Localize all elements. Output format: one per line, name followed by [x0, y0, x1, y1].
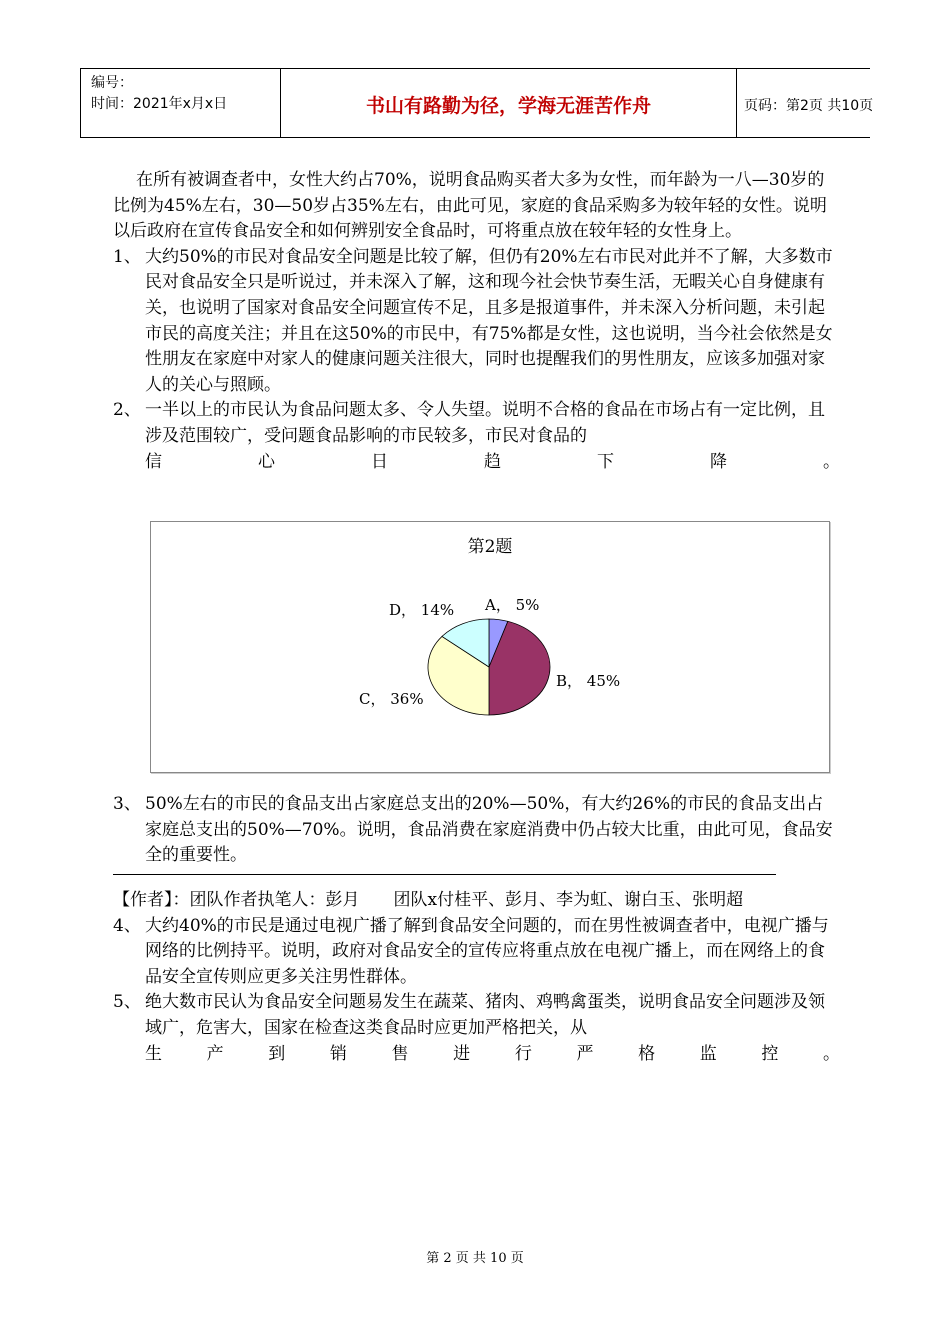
list-text: 50%左右的市民的食品支出占家庭总支出的20%—50%，有大约26%的市民的食品支出占家庭总支出的50%—70%。说明，食品消费在家庭消费中仍占较大比重，由此可见，食品安全的重要性。: [145, 794, 833, 866]
list-number: 4、: [113, 915, 141, 936]
list-text: 绝大数市民认为食品安全问题易发生在蔬菜、猪肉、鸡鸭禽蛋类，说明食品安全问题涉及领域广，危害大，国家在检查这类食品时应更加严格把关，从: [145, 992, 825, 1038]
list-number: 3、: [113, 794, 141, 814]
slice-label-a: A， 5%: [485, 596, 540, 614]
motto: 书山有路勤为径，学海无涯苦作舟: [365, 95, 651, 117]
time-label: 时间：2021年x月x日: [91, 96, 228, 112]
divider-line: [113, 874, 776, 875]
list-item-5-tail: [113, 1042, 840, 1068]
page-header: [80, 68, 874, 138]
pie-svg: [151, 522, 829, 772]
list-number: 5、: [113, 992, 141, 1013]
intro-paragraph: 在所有被调查者中，女性大约占70%，说明食品购买者大多为女性，而年龄为一八—30岁的比例为45%左右，30—50岁占35%左右，由此可见，家庭的食品采购多为较年轻的女性。说明以后政府在宣传食品安全和如何辨别安全食品时，可将重点放在较年轻的女性身上。: [113, 170, 827, 242]
item-3-section: [113, 792, 840, 869]
list-item-3: [113, 792, 840, 869]
list-text-tail: 信心日趋下降。: [145, 451, 840, 472]
author-section: [113, 888, 840, 1067]
list-text: 大约50%的市民对食品安全问题是比较了解，但仍有20%左右市民对此并不了解，大多数市民对食品安全只是听说过，并未深入了解，这和现今社会快节奏生活，无暇关心自身健康有关，也说明了国家对食品安全问题宣传不足，且多是报道事件，并未深入分析问题，未引起市民的高度关注；并且在这50%的市民中，有75%都是女性，这也说明，当今社会依然是女性朋友在家庭中对家人的健康问题关注很大，同时也提醒我们的男性朋友，应该多加强对家人的关心与照顾。: [145, 246, 833, 395]
number-label: 编号：: [91, 75, 133, 91]
list-text-tail: 生产到销售进行严格监控。: [145, 1043, 840, 1064]
list-item-2: [113, 398, 840, 449]
author-line: 【作者】：团队作者执笔人：彭月 团队x付桂平、彭月、李为虹、谢白玉、张明超: [113, 890, 744, 910]
chart-title: 第2题: [467, 537, 513, 557]
list-number: 2、: [113, 400, 141, 421]
slice-label-c: C， 36%: [359, 690, 424, 708]
list-item-4: [113, 914, 840, 991]
list-item-1: [113, 245, 840, 399]
list-text: 大约40%的市民是通过电视广播了解到食品安全问题的，而在男性被调查者中，电视广播与网络的比例持平。说明，政府对食品安全的宣传应将重点放在电视广播上，而在网络上的食品安全宣传则应更多关注男性群体。: [145, 915, 829, 987]
page-footer: 第 2 页 共 10 页: [426, 1251, 524, 1266]
page-info: 页码：第2页 共10页: [744, 98, 874, 114]
pie-chart: [150, 521, 830, 773]
list-text: 一半以上的市民认为食品问题太多、令人失望。说明不合格的食品在市场占有一定比例，且涉及范围较广，受问题食品影响的市民较多，市民对食品的: [145, 400, 825, 446]
slice-label-d: D， 14%: [389, 601, 455, 619]
header-page-cell: [735, 69, 874, 137]
list-item-2-tail: [113, 450, 840, 476]
header-left-cell: [80, 69, 281, 137]
header-motto-cell: [280, 69, 737, 137]
list-number: 1、: [113, 246, 141, 267]
slice-label-b: B， 45%: [556, 672, 621, 690]
intro-section: [113, 168, 840, 475]
list-item-5: [113, 990, 840, 1041]
